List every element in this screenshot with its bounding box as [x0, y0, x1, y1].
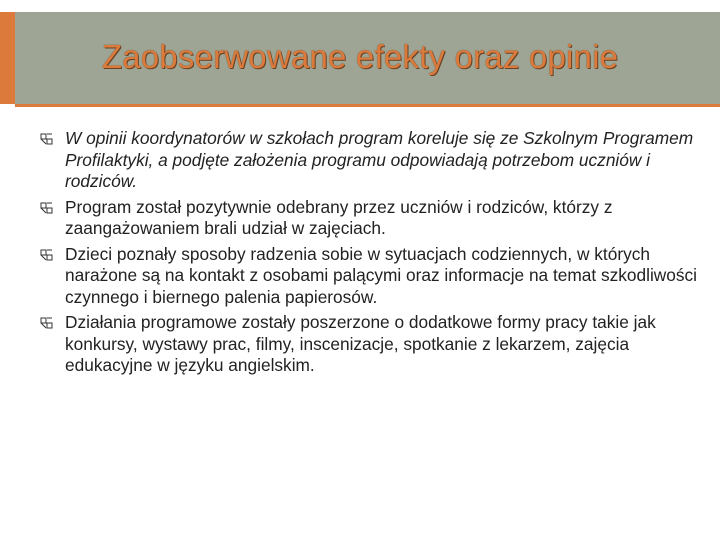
bullet-icon — [40, 249, 53, 261]
bullet-item — [40, 197, 700, 240]
bullet-icon — [40, 202, 53, 214]
bullet-item — [40, 312, 700, 377]
bullet-item — [40, 244, 700, 309]
bullet-text: Działania programowe zostały poszerzone o dodatkowe formy pracy takie jak konkursy, wystawy prac, filmy, inscenizacje, spotkanie z lekarzem, zajęcia edukacyjne w języku angielskim. — [65, 312, 656, 375]
bullet-icon — [40, 317, 53, 329]
bullet-list — [40, 128, 700, 381]
bullet-icon — [40, 133, 53, 145]
title-underline — [15, 104, 720, 107]
bullet-text: Dzieci poznały sposoby radzenia sobie w sytuacjach codziennych, w których narażone są na kontakt z osobami palącymi oraz informacje na temat szkodliwości czynnego i biernego palenia papierosów. — [65, 243, 698, 307]
slide-title: Zaobserwowane efekty oraz opinie — [101, 38, 619, 75]
bullet-item — [40, 128, 700, 193]
bullet-text: Program został pozytywnie odebrany przez uczniów i rodziców, którzy z zaangażowaniem brali udział w zajęciach. — [65, 196, 613, 238]
accent-bar — [0, 12, 15, 104]
bullet-text: W opinii koordynatorów w szkołach program koreluje się ze Szkolnym Programem Profilaktyki, a podjęte założenia programu odpowiadają potrzebom uczniów i rodziców. — [65, 128, 694, 191]
